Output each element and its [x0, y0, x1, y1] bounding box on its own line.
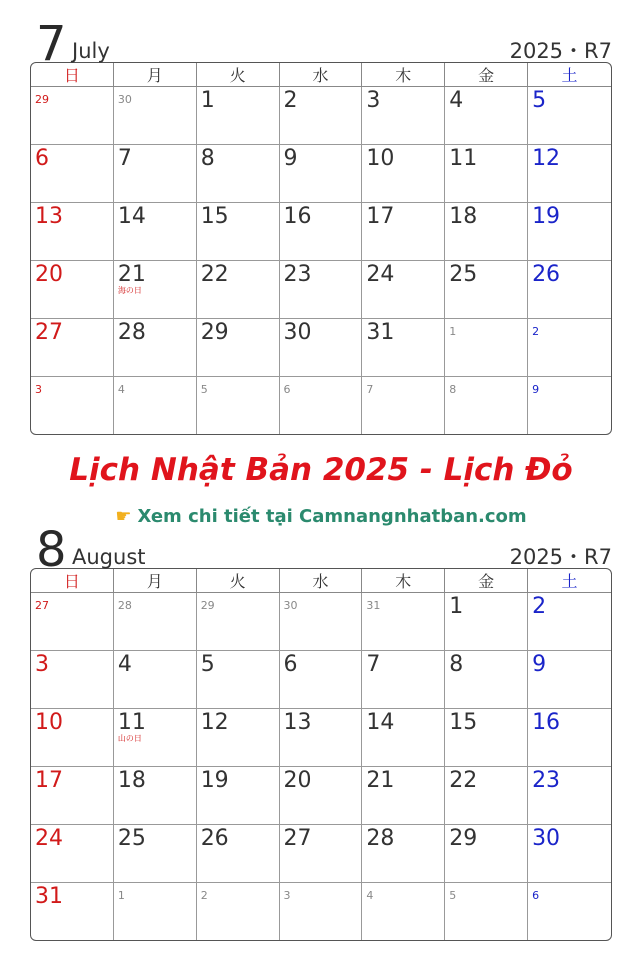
day-number: 21	[366, 768, 395, 793]
day-cell[interactable]	[280, 709, 363, 767]
day-cell[interactable]	[31, 87, 114, 145]
week-row	[31, 145, 611, 203]
day-cell[interactable]	[362, 319, 445, 377]
day-number: 5	[449, 889, 457, 902]
day-number: 10	[366, 146, 395, 171]
week-row	[31, 319, 611, 377]
day-cell[interactable]	[528, 203, 611, 261]
weekday-header-row	[31, 63, 611, 87]
day-cell[interactable]	[362, 261, 445, 319]
day-number: 15	[449, 710, 478, 735]
weekday-sat: 土	[528, 63, 611, 87]
day-number: 22	[200, 262, 229, 287]
day-cell[interactable]	[197, 261, 280, 319]
weekday-wed: 水	[280, 569, 363, 593]
day-cell[interactable]	[280, 767, 363, 825]
day-number: 3	[35, 383, 42, 396]
day-number: 11	[117, 710, 146, 735]
day-number: 28	[117, 320, 146, 345]
week-row	[31, 377, 611, 434]
day-number: 6	[283, 383, 291, 396]
day-number: 30	[117, 93, 132, 106]
day-cell[interactable]	[445, 261, 528, 319]
day-cell[interactable]	[445, 145, 528, 203]
day-cell[interactable]	[280, 261, 363, 319]
day-number: 4	[117, 652, 132, 677]
day-number: 29	[200, 599, 215, 612]
day-cell[interactable]	[362, 593, 445, 651]
day-number: 8	[449, 652, 464, 677]
week-row	[31, 261, 611, 319]
day-number: 12	[200, 710, 229, 735]
day-cell[interactable]	[280, 651, 363, 709]
day-cell[interactable]	[114, 709, 197, 767]
week-row	[31, 651, 611, 709]
day-number: 24	[366, 262, 395, 287]
weekday-fri: 金	[445, 63, 528, 87]
day-number: 20	[283, 768, 312, 793]
calendar-august	[30, 520, 612, 941]
day-cell[interactable]	[445, 87, 528, 145]
day-number: 30	[283, 599, 298, 612]
day-cell[interactable]	[528, 87, 611, 145]
day-number: 7	[366, 383, 374, 396]
day-cell[interactable]	[197, 145, 280, 203]
week-row	[31, 203, 611, 261]
day-number: 25	[117, 826, 146, 851]
weekday-thu: 木	[362, 569, 445, 593]
day-number: 22	[449, 768, 478, 793]
day-number: 1	[200, 88, 215, 113]
day-cell[interactable]	[197, 651, 280, 709]
day-number: 5	[200, 652, 215, 677]
day-cell[interactable]	[362, 87, 445, 145]
holiday-label: 海の日	[117, 286, 142, 295]
day-number: 31	[366, 320, 395, 345]
day-number: 23	[283, 262, 312, 287]
day-cell[interactable]	[445, 203, 528, 261]
day-number: 24	[35, 826, 63, 851]
day-cell[interactable]	[31, 883, 114, 940]
weekday-sat: 土	[528, 569, 611, 593]
day-number: 5	[200, 383, 208, 396]
weekday-header-row	[31, 569, 611, 593]
day-cell[interactable]	[445, 651, 528, 709]
day-cell[interactable]	[197, 825, 280, 883]
day-cell[interactable]	[528, 825, 611, 883]
day-number: 11	[449, 146, 478, 171]
day-cell[interactable]	[280, 825, 363, 883]
day-number: 23	[532, 768, 561, 793]
day-number: 13	[35, 204, 63, 229]
day-number: 4	[117, 383, 125, 396]
day-cell[interactable]	[445, 593, 528, 651]
day-cell[interactable]	[114, 651, 197, 709]
day-number: 16	[283, 204, 312, 229]
day-number: 14	[117, 204, 146, 229]
year-label: 2025・R7	[509, 39, 612, 63]
day-number: 8	[449, 383, 457, 396]
day-cell[interactable]	[31, 651, 114, 709]
weeks-body	[31, 87, 611, 434]
day-cell[interactable]	[197, 767, 280, 825]
weekday-sun: 日	[31, 569, 114, 593]
day-number: 29	[35, 93, 49, 106]
day-number: 15	[200, 204, 229, 229]
day-cell[interactable]	[31, 593, 114, 651]
month-grid	[30, 62, 612, 435]
day-number: 9	[532, 652, 547, 677]
day-number: 20	[35, 262, 63, 287]
day-cell[interactable]	[445, 883, 528, 940]
day-number: 14	[366, 710, 395, 735]
week-row	[31, 883, 611, 940]
day-number: 31	[35, 884, 63, 909]
day-cell[interactable]	[114, 593, 197, 651]
day-cell[interactable]	[362, 709, 445, 767]
month-name: July	[72, 39, 110, 63]
day-number: 3	[366, 88, 381, 113]
day-cell[interactable]	[362, 203, 445, 261]
day-number: 5	[532, 88, 547, 113]
weekday-mon: 月	[114, 63, 197, 87]
day-cell[interactable]	[197, 87, 280, 145]
day-number: 10	[35, 710, 63, 735]
day-cell[interactable]	[445, 319, 528, 377]
day-cell[interactable]	[528, 651, 611, 709]
day-number: 3	[283, 889, 291, 902]
day-cell[interactable]	[114, 87, 197, 145]
day-number: 7	[366, 652, 381, 677]
day-number: 3	[35, 652, 49, 677]
day-number: 6	[283, 652, 298, 677]
day-number: 9	[283, 146, 298, 171]
week-row	[31, 767, 611, 825]
day-number: 21	[117, 262, 146, 287]
day-number: 28	[117, 599, 132, 612]
banner-link-text[interactable]: Xem chi tiết tại Camnangnhatban.com	[137, 506, 527, 527]
day-cell[interactable]	[31, 709, 114, 767]
day-cell[interactable]	[528, 593, 611, 651]
day-cell[interactable]	[114, 883, 197, 940]
day-number: 18	[117, 768, 146, 793]
calendar-header	[30, 14, 612, 72]
day-cell[interactable]	[362, 145, 445, 203]
day-cell[interactable]	[114, 767, 197, 825]
day-number: 19	[200, 768, 229, 793]
day-cell[interactable]	[280, 203, 363, 261]
day-number: 19	[532, 204, 561, 229]
day-number: 27	[35, 320, 63, 345]
day-cell[interactable]	[31, 767, 114, 825]
weeks-body	[31, 593, 611, 940]
day-number: 4	[366, 889, 374, 902]
day-number: 27	[35, 599, 49, 612]
day-cell[interactable]	[197, 377, 280, 434]
day-cell[interactable]	[528, 883, 611, 940]
pointing-hand-icon: ☛	[115, 506, 132, 527]
day-number: 1	[117, 889, 125, 902]
year-label: 2025・R7	[509, 545, 612, 569]
day-number: 1	[449, 325, 457, 338]
day-number: 6	[532, 889, 540, 902]
weekday-thu: 木	[362, 63, 445, 87]
day-cell[interactable]	[197, 203, 280, 261]
week-row	[31, 87, 611, 145]
month-name: August	[72, 545, 146, 569]
day-number: 7	[117, 146, 132, 171]
day-number: 29	[200, 320, 229, 345]
month-number: 7	[36, 16, 67, 72]
day-number: 30	[532, 826, 561, 851]
day-number: 12	[532, 146, 561, 171]
day-cell[interactable]	[362, 883, 445, 940]
day-cell[interactable]	[445, 767, 528, 825]
day-number: 30	[283, 320, 312, 345]
day-cell[interactable]	[528, 145, 611, 203]
day-cell[interactable]	[445, 377, 528, 434]
day-cell[interactable]	[528, 709, 611, 767]
day-cell[interactable]	[31, 261, 114, 319]
day-cell[interactable]	[197, 593, 280, 651]
day-cell[interactable]	[31, 319, 114, 377]
day-number: 6	[35, 146, 49, 171]
day-number: 2	[532, 325, 540, 338]
month-grid	[30, 568, 612, 941]
calendar-july	[30, 14, 612, 435]
day-number: 2	[283, 88, 298, 113]
day-number: 9	[532, 383, 540, 396]
day-cell[interactable]	[31, 145, 114, 203]
weekday-fri: 金	[445, 569, 528, 593]
day-number: 17	[35, 768, 63, 793]
day-number: 26	[532, 262, 561, 287]
day-cell[interactable]	[280, 145, 363, 203]
week-row	[31, 593, 611, 651]
day-number: 1	[449, 594, 464, 619]
day-cell[interactable]	[280, 883, 363, 940]
day-number: 2	[200, 889, 208, 902]
calendar-header	[30, 520, 612, 578]
day-cell[interactable]	[280, 377, 363, 434]
day-number: 13	[283, 710, 312, 735]
day-cell[interactable]	[114, 145, 197, 203]
day-cell[interactable]	[114, 825, 197, 883]
day-cell[interactable]	[114, 319, 197, 377]
day-number: 18	[449, 204, 478, 229]
week-row	[31, 709, 611, 767]
day-cell[interactable]	[114, 261, 197, 319]
banner-title: Lịch Nhật Bản 2025 - Lịch Đỏ	[69, 452, 573, 488]
day-number: 4	[449, 88, 464, 113]
day-number: 27	[283, 826, 312, 851]
day-number: 31	[366, 599, 381, 612]
day-cell[interactable]	[362, 767, 445, 825]
day-number: 29	[449, 826, 478, 851]
holiday-label: 山の日	[117, 734, 142, 743]
weekday-tue: 火	[197, 569, 280, 593]
month-number: 8	[36, 522, 67, 578]
day-number: 25	[449, 262, 478, 287]
day-cell[interactable]	[528, 319, 611, 377]
day-cell[interactable]	[197, 319, 280, 377]
day-cell[interactable]	[528, 377, 611, 434]
day-cell[interactable]	[31, 203, 114, 261]
day-number: 17	[366, 204, 395, 229]
day-number: 2	[532, 594, 547, 619]
day-number: 8	[200, 146, 215, 171]
day-cell[interactable]	[114, 203, 197, 261]
day-cell[interactable]	[197, 709, 280, 767]
day-cell[interactable]	[445, 709, 528, 767]
day-number: 16	[532, 710, 561, 735]
weekday-mon: 月	[114, 569, 197, 593]
weekday-tue: 火	[197, 63, 280, 87]
day-cell[interactable]	[280, 319, 363, 377]
day-cell[interactable]	[528, 767, 611, 825]
day-cell[interactable]	[362, 825, 445, 883]
day-cell[interactable]	[31, 377, 114, 434]
week-row	[31, 825, 611, 883]
day-cell[interactable]	[280, 87, 363, 145]
day-cell[interactable]	[362, 377, 445, 434]
day-number: 28	[366, 826, 395, 851]
weekday-sun: 日	[31, 63, 114, 87]
day-cell[interactable]	[280, 593, 363, 651]
day-number: 26	[200, 826, 229, 851]
day-cell[interactable]	[114, 377, 197, 434]
weekday-wed: 水	[280, 63, 363, 87]
day-cell[interactable]	[31, 825, 114, 883]
day-cell[interactable]	[197, 883, 280, 940]
day-cell[interactable]	[528, 261, 611, 319]
day-cell[interactable]	[445, 825, 528, 883]
day-cell[interactable]	[362, 651, 445, 709]
